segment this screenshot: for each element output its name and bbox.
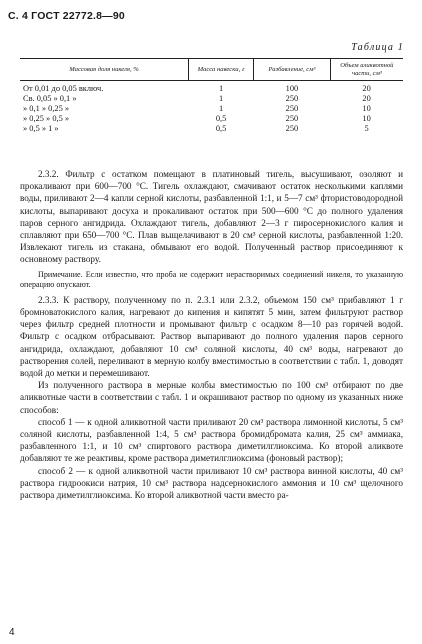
table-row <box>20 81 403 95</box>
table-cell: » 0,25 » 0,5 » <box>23 114 70 124</box>
col-header-dilution: Разбавление, см³ <box>254 59 331 81</box>
table-cell: 20 <box>362 84 371 94</box>
paragraph-method-2: способ 2 — к одной аликвотной части приливают 10 см³ раствора винной кислоты, 40 см³ раствора гидроокиси натрия, 10 см³ раствора надсернокислого аммония и 10 см³ щелочного раствора диметилглиоксима. Ко второй аликвотной части вместо ра- <box>20 465 403 501</box>
body-text <box>20 168 403 501</box>
paragraph-2-3-3: 2.3.3. К раствору, полученному по п. 2.3.1 или 2.3.2, объемом 150 см³ прибавляют 1 г бромноватокислого калия, нагревают до кипения и кипятят 5 мин, затем фильтруют раствор через фильтр средней плотности и промывают фильтр с осадком 8—10 раз горячей водой. Фильтр с осадком отбрасывают. Раствор выпаривают до полного удаления паров серного ангидрида, охлаждают, добавляют 10 см³ соляной кислоты, 40 см³ воды, нагревают до растворения солей, переливают в мерную колбу вместимостью в соответствии с табл. 1, доводят водой до метки и перемешивают. <box>20 294 403 379</box>
table-cell: 250 <box>285 114 299 124</box>
table-row <box>20 94 403 104</box>
table-cell: » 0,1 » 0,25 » <box>23 104 70 114</box>
table-cell: От 0,01 до 0,05 включ. <box>23 84 104 94</box>
table-cell: 1 <box>218 84 224 94</box>
table-cell: 5 <box>364 124 369 134</box>
table-cell: » 0,5 » 1 » <box>23 124 59 134</box>
table-cell: 10 <box>362 114 371 124</box>
col-header-nickel-fraction: Массовая доля никеля, % <box>20 59 189 81</box>
note-paragraph: Примечание. Если известно, что проба не содержит нерастворимых соединений никеля, то указанную операцию опускают. <box>20 269 403 290</box>
table-label: Таблица 1 <box>351 42 404 53</box>
table-header-row <box>20 59 403 81</box>
page-number: 4 <box>9 627 15 638</box>
table-row <box>20 124 403 134</box>
table-cell: 100 <box>285 84 299 94</box>
page-header: С. 4 ГОСТ 22772.8—90 <box>8 10 125 22</box>
nickel-table <box>20 58 403 134</box>
table-row <box>20 104 403 114</box>
table-cell: 1 <box>218 94 224 104</box>
table-cell: Св. 0,05 » 0,1 » <box>23 94 77 104</box>
table-cell: 250 <box>285 94 299 104</box>
table-row <box>20 114 403 124</box>
col-header-sample-mass: Масса навески, г <box>189 59 254 81</box>
table-cell: 0,5 <box>215 114 227 124</box>
table-cell: 1 <box>218 104 224 114</box>
table-cell: 0,5 <box>215 124 227 134</box>
table-cell: 20 <box>362 94 371 104</box>
paragraph-2-3-2: 2.3.2. Фильтр с остатком помещают в платиновый тигель, высушивают, озоляют и прокаливают при 600—700 °С. Тигель охлаждают, смачивают остаток несколькими каплями воды, приливают 2—4 капли серной кислоты, разбавленной 1:1, и 5—7 см³ фтористоводородной кислоты, выпаривают досуха и прокаливают остаток при 500—600 °С до полного удаления паров серного ангидрида. Охлаждают тигель, добавляют 2—3 г пиросернокислого калия и сплавляют при 650—700 °С. Плав выщелачивают в 20 см³ серной кислоты, разбавленной 1:20. Извлекают тигель из стакана, обмывают его водой. Полученный раствор присоединяют к основному раствору. <box>20 169 403 265</box>
paragraph-method-1: способ 1 — к одной аликвотной части приливают 20 см³ раствора лимонной кислоты, 5 см³ соляной кислоты, разбавленной 1:4, 5 см³ раствора бромидбромата калия, 25 см³ аммиака, разбавленного 1:1, и 10 см³ спиртового раствора диметилглиоксима. Ко второй аликвоте добавляют те же реактивы, кроме раствора диметилглиоксима (фоновый раствор); <box>20 416 403 464</box>
table-cell: 10 <box>362 104 371 114</box>
table-cell: 250 <box>285 124 299 134</box>
table-cell: 250 <box>285 104 299 114</box>
col-header-aliquot-volume: Объем аликвотной части, см³ <box>330 59 403 81</box>
paragraph-aliquot: Из полученного раствора в мерные колбы вместимостью по 100 см³ отбирают по две аликвотные части в соответствии с табл. 1 и окрашивают раствор по одному из указанных ниже способов: <box>20 380 403 415</box>
